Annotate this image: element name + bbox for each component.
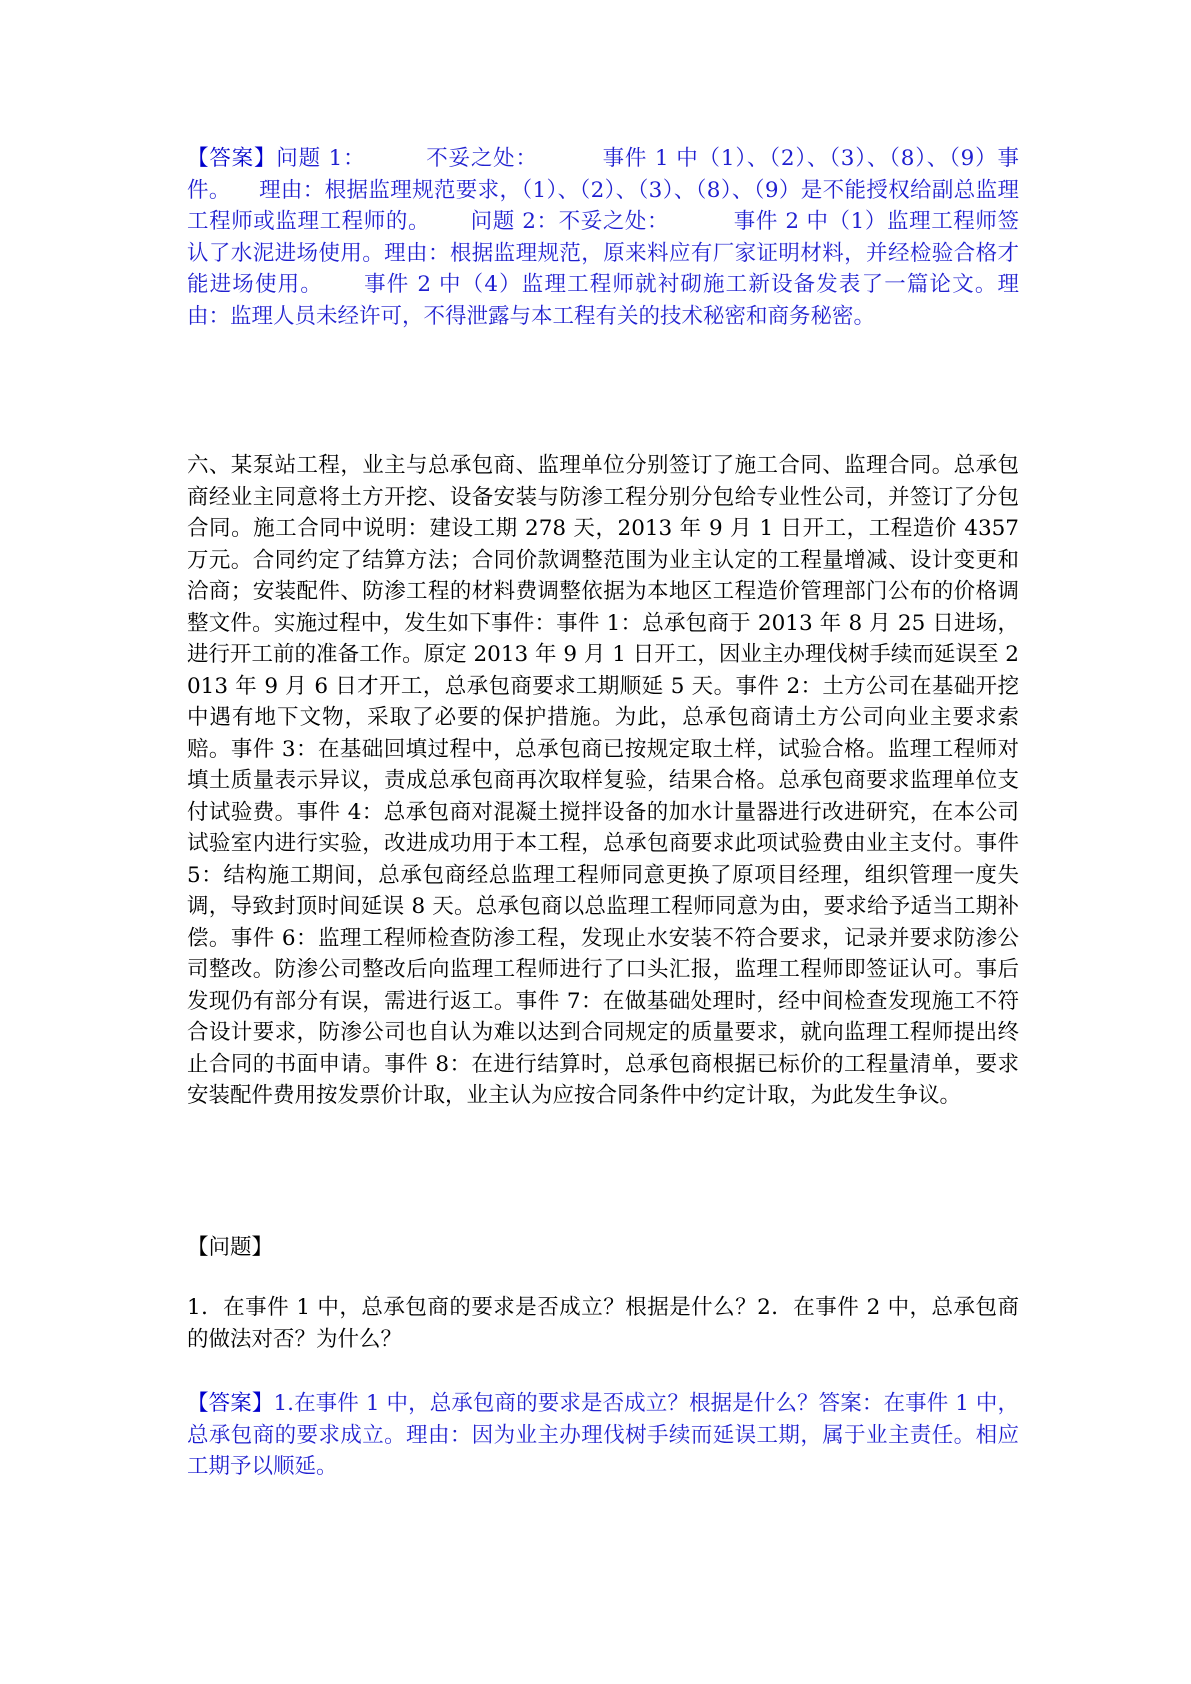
answer-2-text: 1.在事件 1 中，总承包商的要求是否成立？根据是什么？答案：在事件 1 中，总承包商的要求成立。理由：因为业主办理伐树手续而延误工期，属于业主责任。相应工期予以顺延。: [187, 1391, 1019, 1479]
question-2-label: 问题 2：: [470, 209, 559, 234]
q1-events: 事件 1 中（1）、（2）、（3）、（8）、（9）事件。: [187, 146, 1019, 203]
improper-label-2: 不妥之处：: [558, 209, 670, 234]
question-six-body: 六、某泵站工程，业主与总承包商、监理单位分别签订了施工合同、监理合同。总承包商经业主同意将土方开挖、设备安装与防渗工程分别分包给专业性公司，并签订了分包合同。施工合同中说明：建设工期 278 天，2013 年 9 月 1 日开工，工程造价 4357 万元。合同约定了结算方法；合同价款调整范围为业主认定的工程量增减、设计变更和洽商；安装配件、防渗工程的材料费调整依据为本地区工程造价管理部门公布的价格调整文件。实施过程中，发生如下事件：事件 1：总承包商于 2013 年 8 月 25 日进场，进行开工前的准备工作。原定 2013 年 9 月 1 日开工，因业主办理伐树手续而延误至 2013 年 9 月 6 日才开工，总承包商要求工期顺延 5 天。事件 2：土方公司在基础开挖中遇有地下文物，采取了必要的保护措施。为此，总承包商请土方公司向业主要求索赔。事件 3：在基础回填过程中，总承包商已按规定取土样，试验合格。监理工程师对填土质量表示异议，责成总承包商再次取样复验，结果合格。总承包商要求监理单位支付试验费。事件 4：总承包商对混凝土搅拌设备的加水计量器进行改进研究，在本公司试验室内进行实验，改进成功用于本工程，总承包商要求此项试验费由业主支付。事件 5：结构施工期间，总承包商经总监理工程师同意更换了原项目经理，组织管理一度失调，导致封顶时间延误 8 天。总承包商以总监理工程师同意为由，要求给予适当工期补偿。事件 6：监理工程师检查防渗工程，发现止水安装不符合要求，记录并要求防渗公司整改。防渗公司整改后向监理工程师进行了口头汇报，监理工程师即签证认可。事后发现仍有部分有误，需进行返工。事件 7：在做基础处理时，经中间检查发现施工不符合设计要求，防渗公司也自认为难以达到合同规定的质量要求，就向监理工程师提出终止合同的书面申请。事件 8：在进行结算时，总承包商根据已标价的工程量清单，要求安装配件费用按发票价计取，业主认为应按合同条件中约定计取，为此发生争议。: [187, 453, 1019, 1108]
answer-tag: 【答案】: [187, 146, 277, 171]
question-1-label: 问题 1：: [276, 146, 366, 171]
q1-reason: 根据监理规范要求，（1）、（2）、（3）、（8）、（9）是不能授权给副总监理工程师或监理工程师的。: [187, 177, 1019, 234]
improper-label: 不妥之处：: [425, 146, 538, 171]
q2-event-a: 事件 2 中（1）监理工程师签认了水泥进场使用。理由：根据监理规范，原来料应有厂家证明材料，并经检验合格才能进场使用。: [187, 209, 1019, 297]
answer-block-1: [187, 143, 1019, 332]
reason-label: 理由：: [258, 177, 325, 203]
answer-block-2: [187, 1388, 1019, 1483]
q2-event-b: 事件 2 中（4）监理工程师就衬砌施工新设备发表了一篇论文。理由：监理人员未经许可，不得泄露与本工程有关的技术秘密和商务秘密。: [187, 272, 1019, 329]
question-heading: 【问题】: [187, 1235, 274, 1260]
answer-tag-2: 【答案】: [187, 1391, 274, 1416]
question-list: 1．在事件 1 中，总承包商的要求是否成立？根据是什么？2．在事件 2 中，总承包商的做法对否？为什么？: [187, 1295, 1019, 1352]
